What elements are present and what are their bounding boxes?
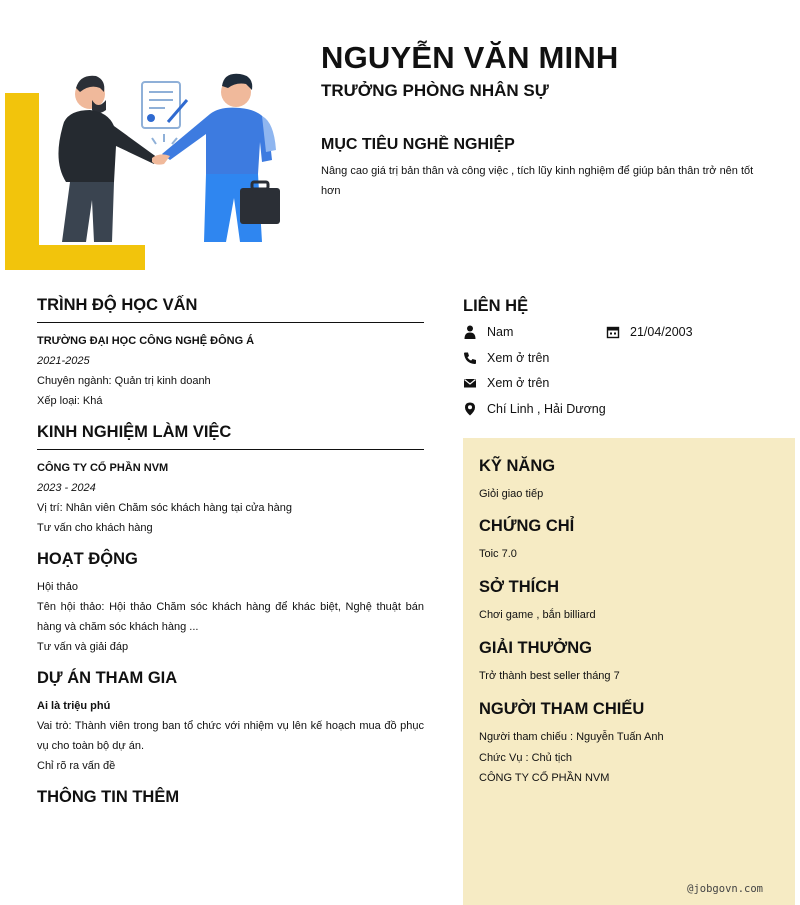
education-period: 2021-2025 [37, 355, 90, 367]
birthday-value: 21/04/2003 [630, 325, 693, 339]
contact-address [463, 402, 606, 416]
skills-text: Giỏi giao tiếp [479, 488, 544, 500]
experience-period: 2023 - 2024 [37, 482, 96, 494]
contact-title: LIÊN HỆ [463, 297, 529, 315]
awards-text: Trở thành best seller tháng 7 [479, 670, 620, 682]
phone-icon [463, 351, 477, 365]
hobbies-title: SỞ THÍCH [479, 578, 560, 596]
mail-icon [463, 376, 477, 390]
contact-section [463, 296, 793, 426]
experience-line: Tư vấn cho khách hàng [37, 522, 153, 534]
more-info-title: THÔNG TIN THÊM [37, 788, 180, 806]
candidate-name: NGUYỄN VĂN MINH [321, 40, 619, 75]
reference-line: Người tham chiếu : Nguyễn Tuấn Anh [479, 731, 664, 743]
more-info-section [37, 788, 424, 807]
activities-section [37, 550, 424, 657]
skills-section [479, 457, 779, 505]
skills-title: KỸ NĂNG [479, 457, 556, 475]
gender-value: Nam [487, 325, 514, 339]
education-title: TRÌNH ĐỘ HỌC VẤN [37, 296, 198, 314]
awards-section [479, 639, 779, 687]
reference-line: CÔNG TY CỔ PHẦN NVM [479, 772, 610, 784]
objective-title: MỤC TIÊU NGHỀ NGHIỆP [321, 136, 515, 153]
contact-phone [463, 351, 549, 365]
watermark: @jobgovn.com [687, 883, 763, 895]
objective-text: Nâng cao giá trị bản thân và công việc , tích lũy kinh nghiệm để giúp bản thân trở nên tốt hơn [321, 165, 754, 197]
phone-value[interactable]: Xem ở trên [487, 351, 550, 365]
experience-section [37, 423, 424, 538]
section-divider [37, 449, 424, 450]
hobbies-section [479, 578, 779, 626]
certificates-text: Toic 7.0 [479, 548, 517, 560]
references-title: NGƯỜI THAM CHIẾU [479, 700, 645, 718]
address-value: Chí Linh , Hải Dương [487, 402, 606, 416]
company-name: CÔNG TY CỔ PHẦN NVM [37, 462, 169, 474]
references-section [479, 700, 779, 789]
education-section [37, 296, 424, 411]
contact-birthday [606, 325, 693, 339]
project-line: Vai trò: Thành viên trong ban tổ chức với nhiệm vụ lên kế hoạch mua đồ phục vụ cho toàn bộ dự án. [37, 720, 424, 752]
projects-section [37, 669, 424, 776]
person-icon [463, 325, 477, 339]
contact-email [463, 376, 549, 390]
activities-title: HOẠT ĐỘNG [37, 550, 138, 568]
job-title: TRƯỞNG PHÒNG NHÂN SỰ [321, 81, 549, 100]
project-line: Chỉ rõ ra vấn đề [37, 760, 116, 772]
experience-title: KINH NGHIỆM LÀM VIỆC [37, 423, 232, 441]
certificates-section [479, 517, 779, 565]
location-icon [463, 402, 477, 416]
activity-line: Hội thảo [37, 581, 78, 593]
education-line: Xếp loại: Khá [37, 395, 103, 407]
projects-title: DỰ ÁN THAM GIA [37, 669, 178, 687]
awards-title: GIẢI THƯỞNG [479, 639, 593, 657]
left-column [37, 296, 424, 819]
certificates-title: CHỨNG CHỈ [479, 517, 575, 535]
section-divider [37, 322, 424, 323]
handshake-illustration [40, 70, 290, 245]
experience-line: Vị trí: Nhân viên Chăm sóc khách hàng tại cửa hàng [37, 502, 293, 514]
project-name: Ai là triệu phú [37, 700, 111, 712]
contact-gender [463, 325, 513, 339]
activity-line: Tên hội thảo: Hội thảo Chăm sóc khách hàng để khác biệt, Nghệ thuật bán hàng và chăm sóc khách hàng ... [37, 601, 424, 633]
email-value[interactable]: Xem ở trên [487, 376, 550, 390]
reference-line: Chức Vụ : Chủ tịch [479, 751, 572, 764]
calendar-icon [606, 325, 620, 339]
activity-line: Tư vấn và giải đáp [37, 641, 129, 653]
education-line: Chuyên ngành: Quản trị kinh doanh [37, 375, 211, 387]
school-name: TRƯỜNG ĐẠI HỌC CÔNG NGHỆ ĐÔNG Á [37, 335, 255, 347]
side-info-box [463, 438, 795, 905]
hobbies-text: Chơi game , bắn billiard [479, 609, 596, 621]
